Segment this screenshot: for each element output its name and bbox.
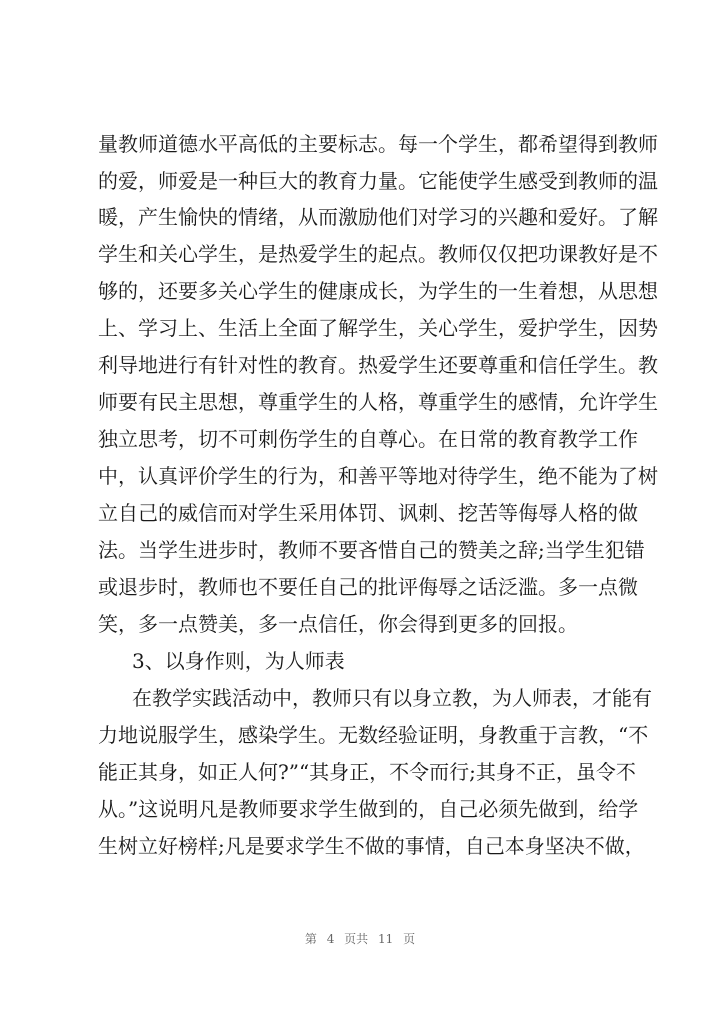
page-number-footer: 第 4 页共 11 页 (304, 932, 416, 946)
body-text-line: 立自己的威信而对学生采用体罚、讽刺、挖苦等侮辱人格的做 (98, 501, 638, 525)
body-text-line: 法。当学生进步时，教师不要吝惜自己的赞美之辞;当学生犯错 (98, 538, 645, 562)
body-text-line: 学生和关心学生，是热爱学生的起点。教师仅仅把功课教好是不 (98, 242, 658, 266)
body-text-line: 暖，产生愉快的情绪，从而激励他们对学习的兴趣和爱好。了解 (98, 205, 658, 229)
body-text-line: 笑，多一点赞美，多一点信任，你会得到更多的回报。 (98, 612, 578, 636)
body-text-line: 够的，还要多关心学生的健康成长，为学生的一生着想，从思想 (98, 279, 658, 303)
body-text-line: 独立思考，切不可刺伤学生的自尊心。在日常的教育教学工作 (98, 427, 638, 451)
body-text-line: 中，认真评价学生的行为，和善平等地对待学生，绝不能为了树 (98, 464, 658, 488)
body-text-line: 师要有民主思想，尊重学生的人格，尊重学生的感情，允许学生 (98, 390, 658, 414)
body-text-line: 上、学习上、生活上全面了解学生，关心学生，爱护学生，因势 (98, 316, 658, 340)
body-text-line: 能正其身，如正人何?”“其身正，不令而行;其身不正，虽令不 (98, 760, 636, 784)
section-heading: 3、以身作则，为人师表 (132, 649, 345, 673)
body-text-line: 在教学实践活动中，教师只有以身立教，为人师表，才能有 (132, 686, 652, 710)
body-text-line: 从。”这说明凡是教师要求学生做到的，自己必须先做到，给学 (98, 797, 639, 821)
body-text-line: 量教师道德水平高低的主要标志。每一个学生，都希望得到教师 (98, 132, 658, 156)
body-text-line: 的爱，师爱是一种巨大的教育力量。它能使学生感受到教师的温 (98, 169, 658, 193)
body-text-line: 利导地进行有针对性的教育。热爱学生还要尊重和信任学生。教 (98, 353, 658, 377)
body-text-line: 或退步时，教师也不要任自己的批评侮辱之话泛滥。多一点微 (98, 575, 638, 599)
body-text-line: 生树立好榜样;凡是要求学生不做的事情，自己本身坚决不做， (98, 834, 645, 858)
body-text-line: 力地说服学生，感染学生。无数经验证明，身教重于言教，“不 (98, 723, 649, 747)
